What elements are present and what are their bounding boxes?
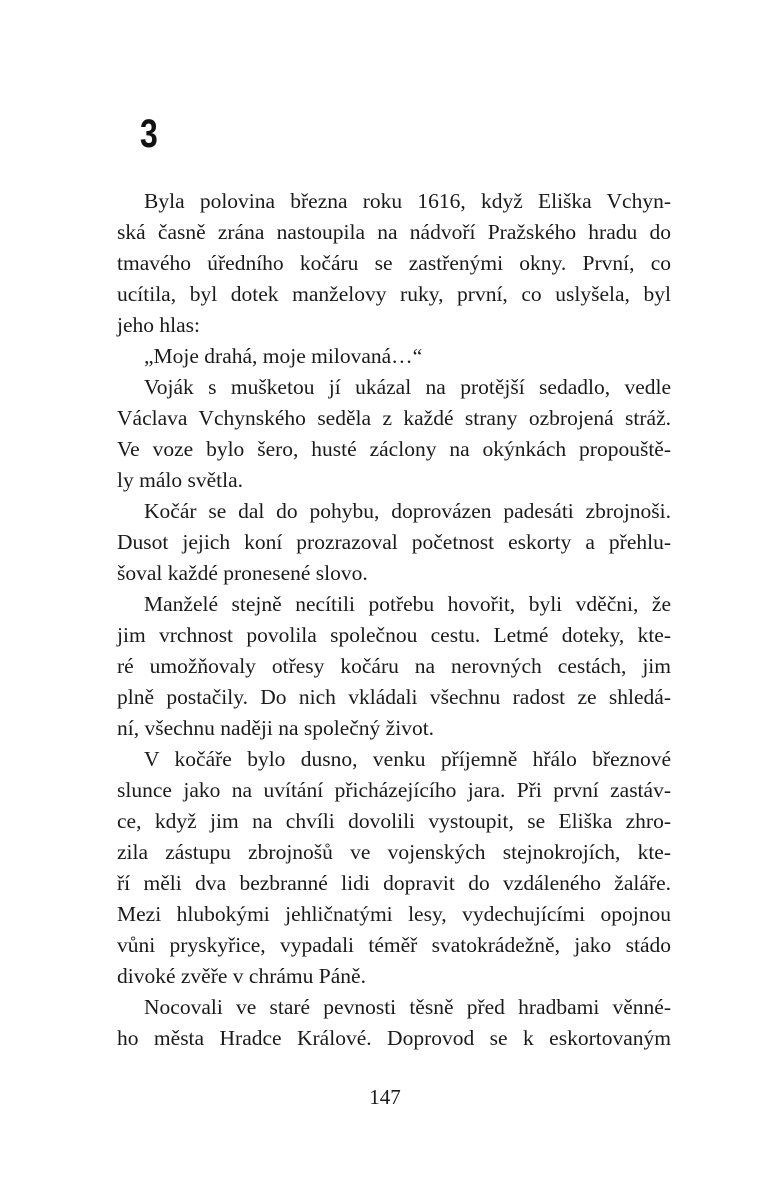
- text-line: jeho hlas:: [117, 313, 200, 337]
- text-line: plně postačily. Do nich vkládali všechnu radost ze shledá-: [117, 685, 671, 709]
- text-line: Kočár se dal do pohybu, doprovázen padesáti zbrojnoši.: [144, 499, 671, 523]
- text-line: Mezi hlubokými jehličnatými lesy, vydechujícími opojnou: [117, 902, 671, 926]
- chapter-number: 3: [140, 112, 158, 156]
- text-line: Manželé stejně necítili potřebu hovořit, byli vděčni, že: [144, 592, 671, 616]
- text-line: tmavého úředního kočáru se zastřenými okny. První, co: [117, 251, 671, 275]
- text-line: ho města Hradce Králové. Doprovod se k eskortovaným: [117, 1026, 671, 1050]
- text-line: jim vrchnost povolila společnou cestu. Letmé doteky, kte-: [117, 623, 671, 647]
- text-line: slunce jako na uvítání přicházejícího jara. Při první zastáv-: [117, 778, 671, 802]
- text-line: Byla polovina března roku 1616, když Eliška Vchyn-: [144, 189, 671, 213]
- text-line: vůni pryskyřice, vypadali téměř svatokrádežně, jako stádo: [117, 933, 671, 957]
- text-line: Ve voze bylo šero, husté záclony na okýnkách propouště-: [117, 437, 671, 461]
- text-line: Nocovali ve staré pevnosti těsně před hradbami věnné-: [144, 995, 671, 1019]
- text-line: V kočáře bylo dusno, venku příjemně hřálo březnové: [144, 747, 671, 771]
- text-line: ce, když jim na chvíli dovolili vystoupit, se Eliška zhro-: [117, 809, 671, 833]
- text-line: ří měli dva bezbranné lidi dopravit do vzdáleného žaláře.: [117, 871, 671, 895]
- text-line: divoké zvěře v chrámu Páně.: [117, 964, 366, 988]
- text-line: šoval každé pronesené slovo.: [117, 561, 368, 585]
- text-line: Dusot jejich koní prozrazoval početnost eskorty a přehlu-: [117, 530, 671, 554]
- text-line: ská časně zrána nastoupila na nádvoří Pražského hradu do: [117, 220, 671, 244]
- body-text: [117, 186, 671, 1054]
- page-number: 147: [369, 1085, 401, 1109]
- text-line: ly málo světla.: [117, 468, 243, 492]
- text-line: Václava Vchynského seděla z každé strany ozbrojená stráž.: [117, 406, 671, 430]
- text-line: Voják s mušketou jí ukázal na protější sedadlo, vedle: [144, 375, 671, 399]
- text-line: ucítila, byl dotek manželovy ruky, první, co uslyšela, byl: [117, 282, 671, 306]
- text-line: zila zástupu zbrojnošů ve vojenských stejnokrojích, kte-: [117, 840, 671, 864]
- text-line: ré umožňovaly otřesy kočáru na nerovných cestách, jim: [117, 654, 671, 678]
- text-line: ní, všechnu naději na společný život.: [117, 716, 435, 740]
- text-line: „Moje drahá, moje milovaná…“: [144, 344, 423, 368]
